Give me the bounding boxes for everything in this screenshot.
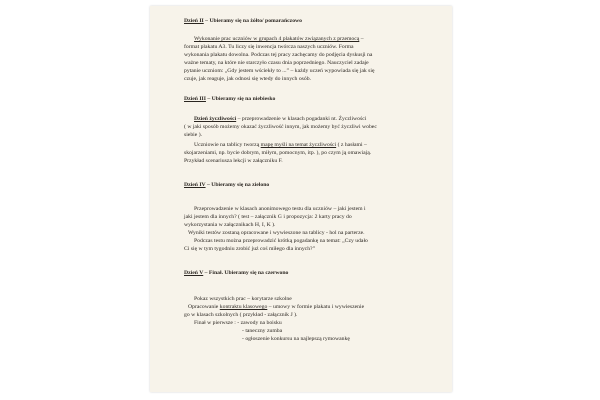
paragraph-line [184,124,377,131]
text: Uczniowie na tablicy tworzą [194,142,261,148]
paragraph-line [184,222,275,229]
heading-rest: – Finał. Ubieramy się na czerwono [203,270,289,276]
text: Wyniki testów zostaną opracowane i wywieszone na tablicy - hol na parterze. [188,230,365,236]
text: - taneczny zumba [242,328,283,334]
paragraph-line [194,116,366,123]
underlined-text: kontraktu klasowego [219,304,268,310]
text: go w klasach szkolnych ( przykład - załącznik J ). [184,312,298,318]
heading-rest: – Ubieramy się na niebiesko [205,96,276,102]
text: ( w jaki sposób możemy okazać życzliwość innym, jak możemy być życzliwi wobec [184,124,377,130]
paragraph-line [184,312,297,319]
underlined-text: Wykonanie prac uczniów w grupach 4 plakatów związanych z przemocą [194,36,360,42]
text: pytanie uczniom: „Gdy jestem wściekły to ...” – każdy uczeń wypowiada się jak się [184,68,375,74]
section-heading-day-3 [184,96,275,103]
text: – przeprowadzenie w klasach pogadanki nt. Życzliwości [236,116,367,122]
text: skojarzeniami, np. bycie dobrym, miłym, pomocnym, itp. ), po czym ją omawiają. [184,150,372,156]
paragraph-line [194,238,368,245]
section-heading-day-2 [184,18,302,25]
paragraph-line [242,328,282,335]
text: wykonania plakatu dowolna. Podczas tej pracy zachęcamy do podjęcia dyskusji na [184,52,373,58]
text: Pokaz wszystkich prac – korytarze szkolne [194,296,292,302]
document-page [150,6,452,392]
paragraph-line [194,206,366,213]
paragraph-line [194,296,292,303]
heading-rest: – Ubieramy się na żółto/ pomarańczowo [203,18,303,24]
heading-day-label: Dzień V [184,270,204,276]
paragraph-line [184,60,369,67]
paragraph-line [188,230,365,237]
paragraph-line [184,44,354,51]
text: czuje, jak reaguje, jak odnosi się wtedy do innych osób. [184,76,311,82]
heading-day-label: Dzień IV [184,182,206,188]
paragraph-line [184,158,283,165]
text: – umowy w formie plakatu i wywieszenie [267,304,365,310]
text: ( z hasłami – [336,142,367,148]
paragraph-line [184,214,352,221]
text: Ci się w tym tygodniu zrobić już coś miłego dla innych?” [184,246,316,252]
paragraph-line [242,336,350,343]
text: format plakatu A3. Tu liczy się inwencja twórcza naszych uczniów. Forma [184,44,354,50]
paragraph-line [188,304,364,311]
heading-rest: – Ubieramy się na zielono [205,182,270,188]
text: wykorzystania w załącznikach H, I, K ). [184,222,276,228]
text: Przykład scenariusza lekcji w załączniku F. [184,158,283,164]
text: jaki jestem dla innych? ( test – załącznik G i propozycja: 2 karty pracy do [184,214,352,220]
text: – [359,36,364,42]
paragraph-line [184,68,374,75]
bold-text: Dzień życzliwości [194,116,237,122]
text: Podczas testu można przeprowadzić krótką pogadankę na temat: „Czy udało [194,238,368,244]
paragraph-line [184,246,315,253]
paragraph-line [184,132,202,139]
text: Opracowanie [188,304,220,310]
paragraph-line [194,320,282,327]
heading-day-label: Dzień III [184,96,206,102]
paragraph-line [184,76,311,83]
underlined-text: mapę myśli na temat życzliwości [260,142,337,148]
heading-day-label: Dzień II [184,18,204,24]
section-heading-day-5 [184,270,288,277]
paragraph-line [194,142,367,149]
paragraph-line [184,52,372,59]
text: Przeprowadzenie w klasach anonimowego testu dla uczniów – jaki jestem i [194,206,366,212]
text: ważne tematy, na które nie starczyło czasu dnia poprzedniego. Nauczyciel zadaje [184,60,369,66]
section-heading-day-4 [184,182,269,189]
paragraph-line [184,150,371,157]
text: siebie ). [184,132,203,138]
text: - ogłoszenie konkursu na najlepszą rymowankę [242,336,350,342]
text: Finał w pierwsze : - zawody na boisku [194,320,282,326]
paragraph-line [194,36,364,43]
